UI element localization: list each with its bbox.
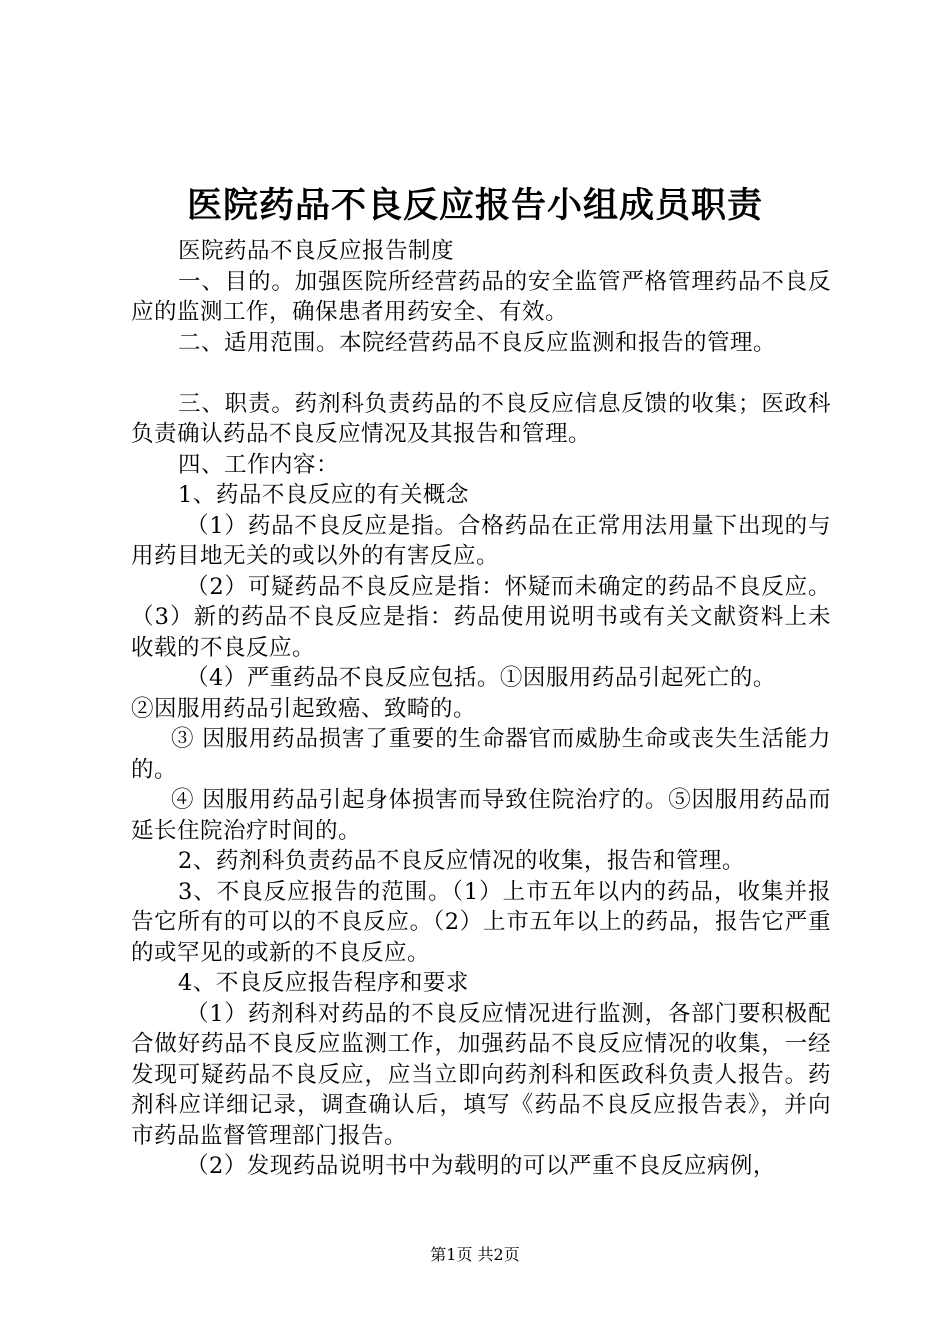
paragraph-duties: 三、职责。药剂科负责药品的不良反应信息反馈的收集；医政科负责确认药品不良反应情况及其报告和管理。 — [131, 390, 831, 447]
document-body — [131, 236, 831, 1182]
paragraph-subtitle: 医院药品不良反应报告制度 — [178, 238, 455, 264]
paragraph-section-2: 2、药剂科负责药品不良反应情况的收集，报告和管理。 — [178, 848, 745, 874]
paragraph-section-3: 3、不良反应报告的范围。（1）上市五年以内的药品，收集并报告它所有的可以的不良反应。（2）上市五年以上的药品，报告它严重的或罕见的或新的不良反应。 — [131, 878, 831, 966]
paragraph-item-2: ②因服用药品引起致癌、致畸的。 — [131, 695, 477, 722]
paragraph-work-content: 四、工作内容： — [178, 451, 340, 478]
paragraph-scope: 二、适用范围。本院经营药品不良反应监测和报告的管理。 — [178, 329, 777, 356]
blank-line — [131, 358, 831, 389]
paragraph-concept-4: （4）严重药品不良反应包括。①因服用药品引起死亡的。 — [186, 665, 776, 691]
paragraph-concepts-heading: 1、药品不良反应的有关概念 — [178, 482, 469, 508]
paragraph-concept-1: （1）药品不良反应是指。合格药品在正常用法用量下出现的与用药目地无关的或以外的有害反应。 — [131, 512, 831, 569]
document-title: 医院药品不良反应报告小组成员职责 — [186, 185, 763, 226]
page-number: 第1页 共2页 — [430, 1245, 520, 1264]
paragraph-purpose: 一、目的。加强医院所经营药品的安全监管严格管理药品不良反应的监测工作，确保患者用药安全、有效。 — [131, 268, 831, 325]
paragraph-item-3: ③ 因服用药品损害了重要的生命器官而威胁生命或丧失生活能力的。 — [131, 726, 831, 783]
paragraph-procedure-1: （1）药剂科对药品的不良反应情况进行监测，各部门要积极配合做好药品不良反应监测工作，加强药品不良反应情况的收集，一经发现可疑药品不良反应，应当立即向药剂科和医政科负责人报告。药剂科应详细记录，调查确认后，填写《药品不良反应报告表》，并向市药品监督管理部门报告。 — [131, 1000, 831, 1149]
paragraph-procedure-2: （2）发现药品说明书中为载明的可以严重不良反应病例， — [186, 1153, 776, 1179]
paragraph-section-4: 4、不良反应报告程序和要求 — [178, 970, 469, 996]
paragraph-concept-2-3: （2）可疑药品不良反应是指：怀疑而未确定的药品不良反应。（3）新的药品不良反应是指：药品使用说明书或有关文献资料上未收载的不良反应。 — [131, 573, 831, 661]
paragraph-item-4-5: ④ 因服用药品引起身体损害而导致住院治疗的。⑤因服用药品而延长住院治疗时间的。 — [131, 787, 831, 844]
